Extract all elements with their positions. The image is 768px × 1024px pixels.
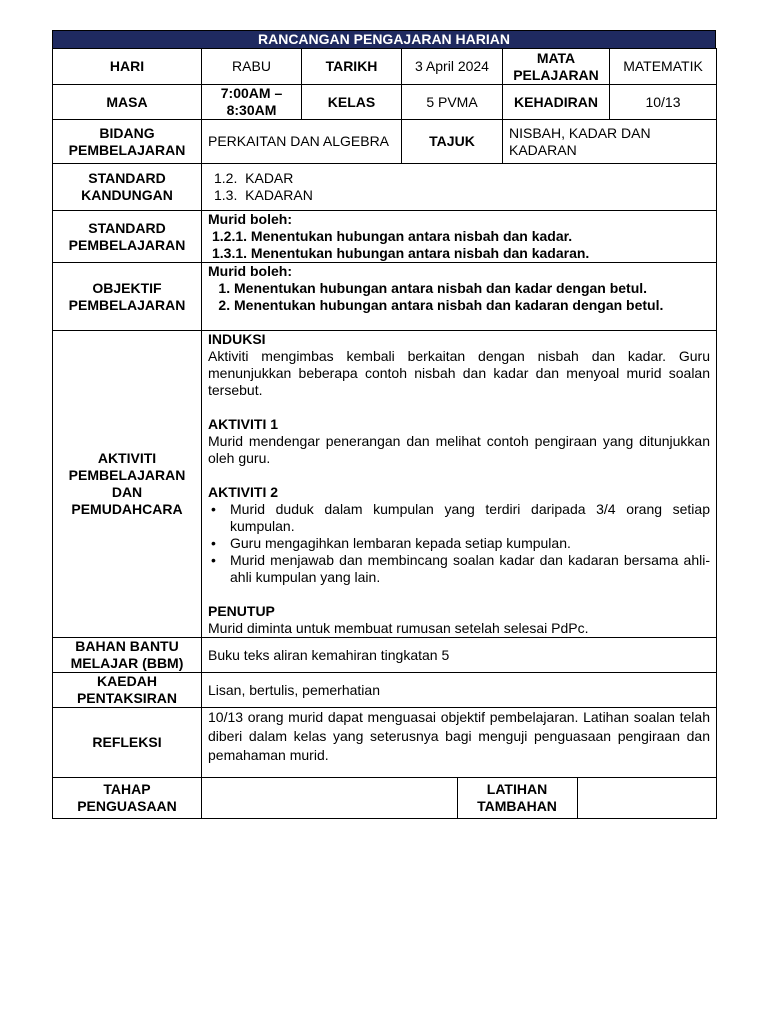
objektif-item: 1. Menentukan hubungan antara nisbah dan kadar dengan betul. [234,280,710,297]
masa-label: MASA [53,85,202,120]
objektif-value [202,263,717,331]
standard-pembelajaran-value [202,211,717,263]
tahap-value[interactable] [202,778,457,818]
standard-kandungan-label: STANDARD KANDUNGAN [53,164,202,211]
tahap-latihan-cell [202,778,717,819]
row-refleksi [53,708,717,778]
aktiviti-2-item: • Murid menjawab dan membincang soalan kadar dan kadaran bersama ahli-ahli kumpulan yang lain. [230,552,710,586]
tahap-latihan-inner [202,778,716,818]
hari-value: RABU [202,49,302,85]
standard-pembelajaran-item: 1.2.1. Menentukan hubungan antara nisbah dan kadar. [212,228,573,244]
refleksi-value: 10/13 orang murid dapat menguasai objektif pembelajaran. Latihan soalan telah diberi dalam kelas yang seterusnya bagi menguji penguasaan pengiraan dan pemahaman murid. [202,708,717,778]
bidang-value: PERKAITAN DAN ALGEBRA [202,120,402,164]
item-number: 1.3. [214,187,238,203]
mata-pelajaran-value: MATEMATIK [610,49,717,85]
item-text: KADAR [245,170,294,186]
kaedah-label: KAEDAH PENTAKSIRAN [53,673,202,708]
objektif-label: OBJEKTIF PEMBELAJARAN [53,263,202,331]
tahap-label: TAHAP PENGUASAAN [53,778,202,819]
lesson-plan-sheet [52,30,716,819]
kehadiran-value: 10/13 [610,85,717,120]
aktiviti-2-item: • Guru mengagihkan lembaran kepada setiap kumpulan. [230,535,710,552]
row-kaedah [53,673,717,708]
row-standard-pembelajaran [53,211,717,263]
row-masa [53,85,717,120]
kehadiran-label: KEHADIRAN [503,85,610,120]
tarikh-label: TARIKH [302,49,402,85]
standard-pembelajaran-item: 1.3.1. Menentukan hubungan antara nisbah dan kadaran. [212,245,590,261]
aktiviti-label: AKTIVITI PEMBELAJARAN DAN PEMUDAHCARA [53,331,202,638]
tajuk-value: NISBAH, KADAR DAN KADARAN [503,120,717,164]
item-text: KADARAN [245,187,313,203]
aktiviti-1-heading: AKTIVITI 1 [208,416,279,432]
bidang-label: BIDANG PEMBELAJARAN [53,120,202,164]
hari-label: HARI [53,49,202,85]
tarikh-value: 3 April 2024 [402,49,503,85]
aktiviti-value [202,331,717,638]
tajuk-label: TAJUK [402,120,503,164]
kelas-value: 5 PVMA [402,85,503,120]
item-number: 1.2. [214,170,238,186]
aktiviti-2-item: • Murid duduk dalam kumpulan yang terdiri daripada 3/4 orang setiap kumpulan. [230,501,710,535]
penutup-text: Murid diminta untuk membuat rumusan setelah selesai PdPc. [208,620,589,636]
standard-kandungan-value [202,164,717,211]
row-bbm [53,638,717,673]
bbm-label: BAHAN BANTU MELAJAR (BBM) [53,638,202,673]
induksi-heading: INDUKSI [208,331,266,347]
latihan-label: LATIHAN TAMBAHAN [457,778,577,818]
induksi-text: Aktiviti mengimbas kembali berkaitan dengan nisbah dan kadar. Guru menunjukkan beberapa contoh nisbah dan kadar dan menyoal murid soalan tersebut. [208,348,710,398]
refleksi-label: REFLEKSI [53,708,202,778]
standard-kandungan-item [208,187,710,204]
aktiviti-2-list [208,501,710,586]
intro-text: Murid boleh: [208,263,292,279]
latihan-value[interactable] [577,778,716,818]
objektif-item: 2. Menentukan hubungan antara nisbah dan kadaran dengan betul. [234,297,710,314]
standard-kandungan-item [208,170,710,187]
aktiviti-1-text: Murid mendengar penerangan dan melihat contoh pengiraan yang ditunjukkan oleh guru. [208,433,710,466]
kelas-label: KELAS [302,85,402,120]
row-objektif [53,263,717,331]
row-standard-kandungan [53,164,717,211]
row-hari [53,49,717,85]
objektif-list [208,280,710,314]
standard-pembelajaran-label: STANDARD PEMBELAJARAN [53,211,202,263]
row-bidang [53,120,717,164]
masa-value: 7:00AM – 8:30AM [202,85,302,120]
row-aktiviti [53,331,717,638]
penutup-heading: PENUTUP [208,603,275,619]
aktiviti-2-heading: AKTIVITI 2 [208,484,279,500]
bbm-value: Buku teks aliran kemahiran tingkatan 5 [202,638,717,673]
kaedah-value: Lisan, bertulis, pemerhatian [202,673,717,708]
mata-pelajaran-label: MATA PELAJARAN [503,49,610,85]
row-tahap [53,778,717,819]
lesson-plan-table [52,48,717,819]
intro-text: Murid boleh: [208,211,292,227]
page-title: RANCANGAN PENGAJARAN HARIAN [52,30,716,48]
